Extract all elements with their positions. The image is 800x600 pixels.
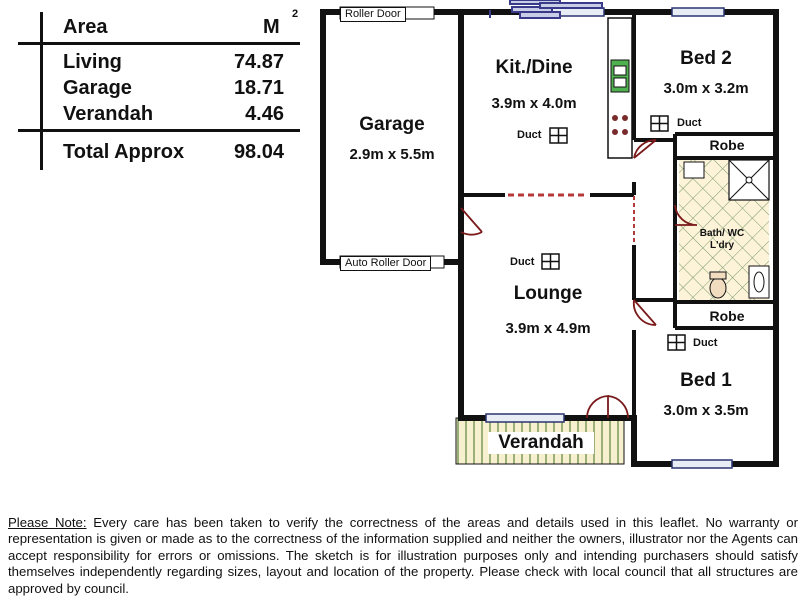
garage-size: 2.9m x 5.5m [349,146,435,163]
verandah-label: Verandah [488,432,594,454]
basin [684,162,704,178]
bed1-label: Bed 1 [680,370,732,391]
kitchen-label: Kit./Dine [495,57,573,78]
total-label: Total Approx [63,141,185,163]
bed1-duct-label: Duct [693,337,718,349]
bed2-size: 3.0m x 3.2m [663,80,749,97]
bed2-duct-label: Duct [677,117,702,129]
lounge-size: 3.9m x 4.9m [505,320,591,337]
auto-roller-door-tag: Auto Roller Door [340,256,431,271]
roller-door-tag: Roller Door [340,7,406,22]
verandah-area-label: Verandah [63,103,154,125]
living-value: 74.87 [233,51,284,73]
garage-walls [323,12,461,262]
total-value: 98.04 [233,141,284,163]
bed2-label: Bed 2 [680,48,732,69]
robe-bottom-label: Robe [709,308,745,324]
note-body: Every care has been taken to verify the correctness of the areas and details used in this leaflet. No warranty or representation is given or made as to the correctness of the information supplied and neither the owners, illustrator nor the Agents can accept responsibility for errors or omissions. The sketch is for illustration purposes only and intending purchasers should satisfy themselves independently regarding sizes, layout and location of the property. Please check with local council that all structures are approved by council. [8,515,798,596]
living-label: Living [63,51,122,73]
unit-superscript: 2 [292,8,299,20]
verandah-area-value: 4.46 [245,103,284,125]
unit-header: M [263,16,280,38]
bed1-size: 3.0m x 3.5m [663,402,749,419]
lounge-label: Lounge [513,283,583,304]
lounge-duct-label: Duct [510,256,535,268]
garage-area-value: 18.71 [233,77,284,99]
disclaimer-note [8,515,798,597]
note-lead: Please Note: [8,515,87,530]
robe-top-label: Robe [709,137,745,153]
laundry-label: L'dry [709,240,735,251]
garage-label: Garage [359,114,425,135]
garage-area-label: Garage [63,77,132,99]
area-header: Area [63,16,108,38]
kitchen-size: 3.9m x 4.0m [491,95,577,112]
toilet [710,278,726,298]
bath-label: Bath/ WC [699,228,745,239]
kitchen-duct-label: Duct [517,129,542,141]
